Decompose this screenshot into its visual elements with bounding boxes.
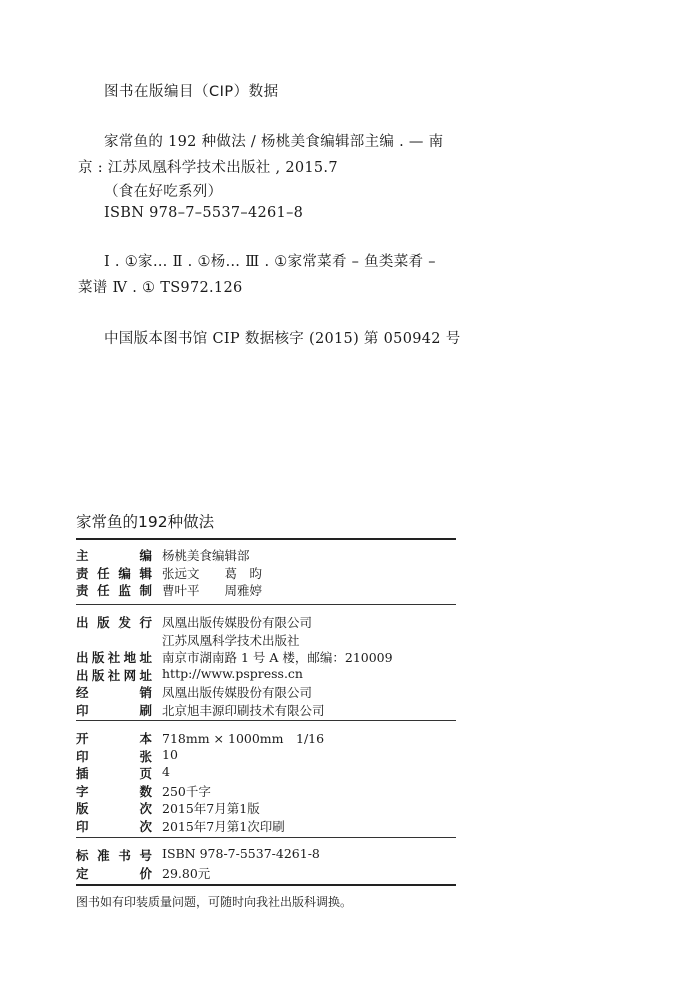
colophon-label-char: 监 (118, 583, 131, 598)
colophon-label-char: 出 (76, 667, 89, 683)
colophon-label-char: 张 (139, 748, 152, 764)
cip-isbn-line: ISBN 978–7–5537–4261–8 (104, 205, 304, 221)
colophon-value: 29.80元 (162, 865, 211, 881)
footer-note: 图书如有印装质量问题，可随时向我社出版科调换。 (76, 895, 353, 909)
colophon-label-char: 责 (76, 583, 89, 598)
divider (76, 720, 456, 721)
colophon-label-char: 行 (139, 615, 152, 630)
colophon-label-char: 插 (76, 766, 89, 781)
colophon-value: 10 (162, 746, 178, 762)
colophon-label (76, 799, 152, 817)
colophon-label (76, 666, 152, 684)
colophon-label-char: 次 (139, 818, 152, 834)
cip-line-2: 京 : 江苏凤凰科学技术出版社 , 2015.7 (78, 160, 338, 176)
cip-title: 图书在版编目（CIP）数据 (104, 84, 279, 100)
colophon-label-char: 印 (76, 748, 89, 764)
colophon-label (76, 546, 152, 564)
divider (76, 837, 456, 838)
colophon-label-char: 网 (123, 667, 137, 683)
colophon-value: 2015年7月第1次印刷 (162, 818, 285, 834)
colophon-value: 250千字 (162, 783, 211, 799)
colophon-label-char: 页 (139, 766, 152, 781)
colophon-label-char: 址 (139, 667, 152, 683)
colophon-label (76, 864, 152, 882)
colophon-value: 凤凰出版传媒股份有限公司 (162, 615, 313, 630)
cip-line-1: 家常鱼的 192 种做法 / 杨桃美食编辑部主编 . — 南 (104, 134, 444, 150)
cip-classification-line-2: 菜谱 Ⅳ . ① TS972.126 (78, 280, 243, 296)
colophon-label (76, 782, 152, 800)
colophon-label-char: 销 (139, 685, 152, 700)
colophon-value: 曹叶平 周雅婷 (162, 583, 263, 598)
colophon-label-char: 版 (91, 667, 105, 683)
colophon-label-char: 价 (139, 865, 152, 881)
colophon-label-char: 责 (76, 565, 89, 581)
colophon-label (76, 683, 152, 701)
divider (76, 604, 456, 605)
colophon-value: ISBN 978-7-5537-4261-8 (162, 846, 320, 861)
colophon-label-char: 地 (123, 650, 137, 665)
colophon-label-char: 次 (139, 801, 152, 816)
colophon-label-char: 辑 (139, 565, 152, 581)
colophon-label-char: 任 (97, 583, 110, 598)
colophon-label (76, 729, 152, 747)
colophon-label-char: 字 (76, 783, 89, 799)
colophon-label-char: 刷 (139, 702, 152, 718)
colophon-label (76, 846, 152, 864)
colophon-label-char: 书 (118, 848, 131, 863)
colophon-value: 4 (162, 764, 170, 779)
colophon-label (76, 648, 152, 666)
colophon-value: 张远文 葛 昀 (162, 565, 263, 581)
colophon-label-char: 编 (139, 548, 152, 563)
colophon-label-char: 经 (76, 685, 89, 700)
colophon-label-char: 编 (118, 565, 131, 581)
book-title: 家常鱼的192种做法 (76, 513, 215, 531)
divider-bottom (76, 884, 456, 886)
colophon-label-char: 制 (139, 583, 152, 598)
colophon-label-char: 数 (139, 783, 152, 799)
colophon-label-char: 任 (97, 565, 110, 581)
cip-line-3: （食在好吃系列） (104, 184, 223, 200)
cip-record-number: 中国版本图书馆 CIP 数据核字 (2015) 第 050942 号 (104, 331, 461, 347)
colophon-label-char: 出 (76, 615, 89, 630)
colophon-label-char: 版 (91, 650, 105, 665)
colophon-label-char: 准 (97, 848, 110, 863)
colophon-label-char: 发 (118, 615, 131, 630)
colophon-label-char: 号 (139, 848, 152, 863)
colophon-value: 北京旭丰源印刷技术有限公司 (162, 702, 325, 718)
colophon-label-char: 标 (76, 848, 89, 863)
colophon-label (76, 817, 152, 835)
colophon-value: 杨桃美食编辑部 (162, 548, 250, 563)
colophon-value: http://www.pspress.cn (162, 665, 303, 681)
colophon-label-char: 版 (76, 801, 89, 816)
colophon-value: 718mm × 1000mm 1/16 (162, 731, 325, 746)
colophon-label-char: 出 (76, 650, 89, 665)
colophon-label-char: 印 (76, 702, 89, 718)
colophon-label-char: 版 (97, 615, 110, 630)
colophon-label-char: 本 (139, 731, 152, 746)
colophon-label (76, 613, 152, 631)
colophon-label (76, 581, 152, 599)
colophon-label-char: 址 (139, 650, 152, 665)
colophon-label (76, 764, 152, 782)
divider-top (76, 538, 456, 540)
colophon-label (76, 747, 152, 765)
colophon-label (76, 564, 152, 582)
colophon-label-char: 开 (76, 731, 89, 746)
cip-classification-line-1: Ⅰ . ①家… Ⅱ . ①杨… Ⅲ . ①家常菜肴 – 鱼类菜肴 – (104, 254, 436, 270)
colophon-label-char: 定 (76, 865, 89, 881)
colophon-label (76, 701, 152, 719)
colophon-label-char: 社 (107, 667, 121, 683)
colophon-value: 南京市湖南路 1 号 A 楼，邮编：210009 (162, 650, 393, 665)
colophon-value: 江苏凤凰科学技术出版社 (162, 632, 300, 648)
colophon-label-char: 社 (107, 650, 121, 665)
colophon-value: 2015年7月第1版 (162, 801, 260, 816)
colophon-label-char: 主 (76, 548, 89, 563)
colophon-value: 凤凰出版传媒股份有限公司 (162, 685, 313, 700)
colophon-label-char: 印 (76, 818, 89, 834)
